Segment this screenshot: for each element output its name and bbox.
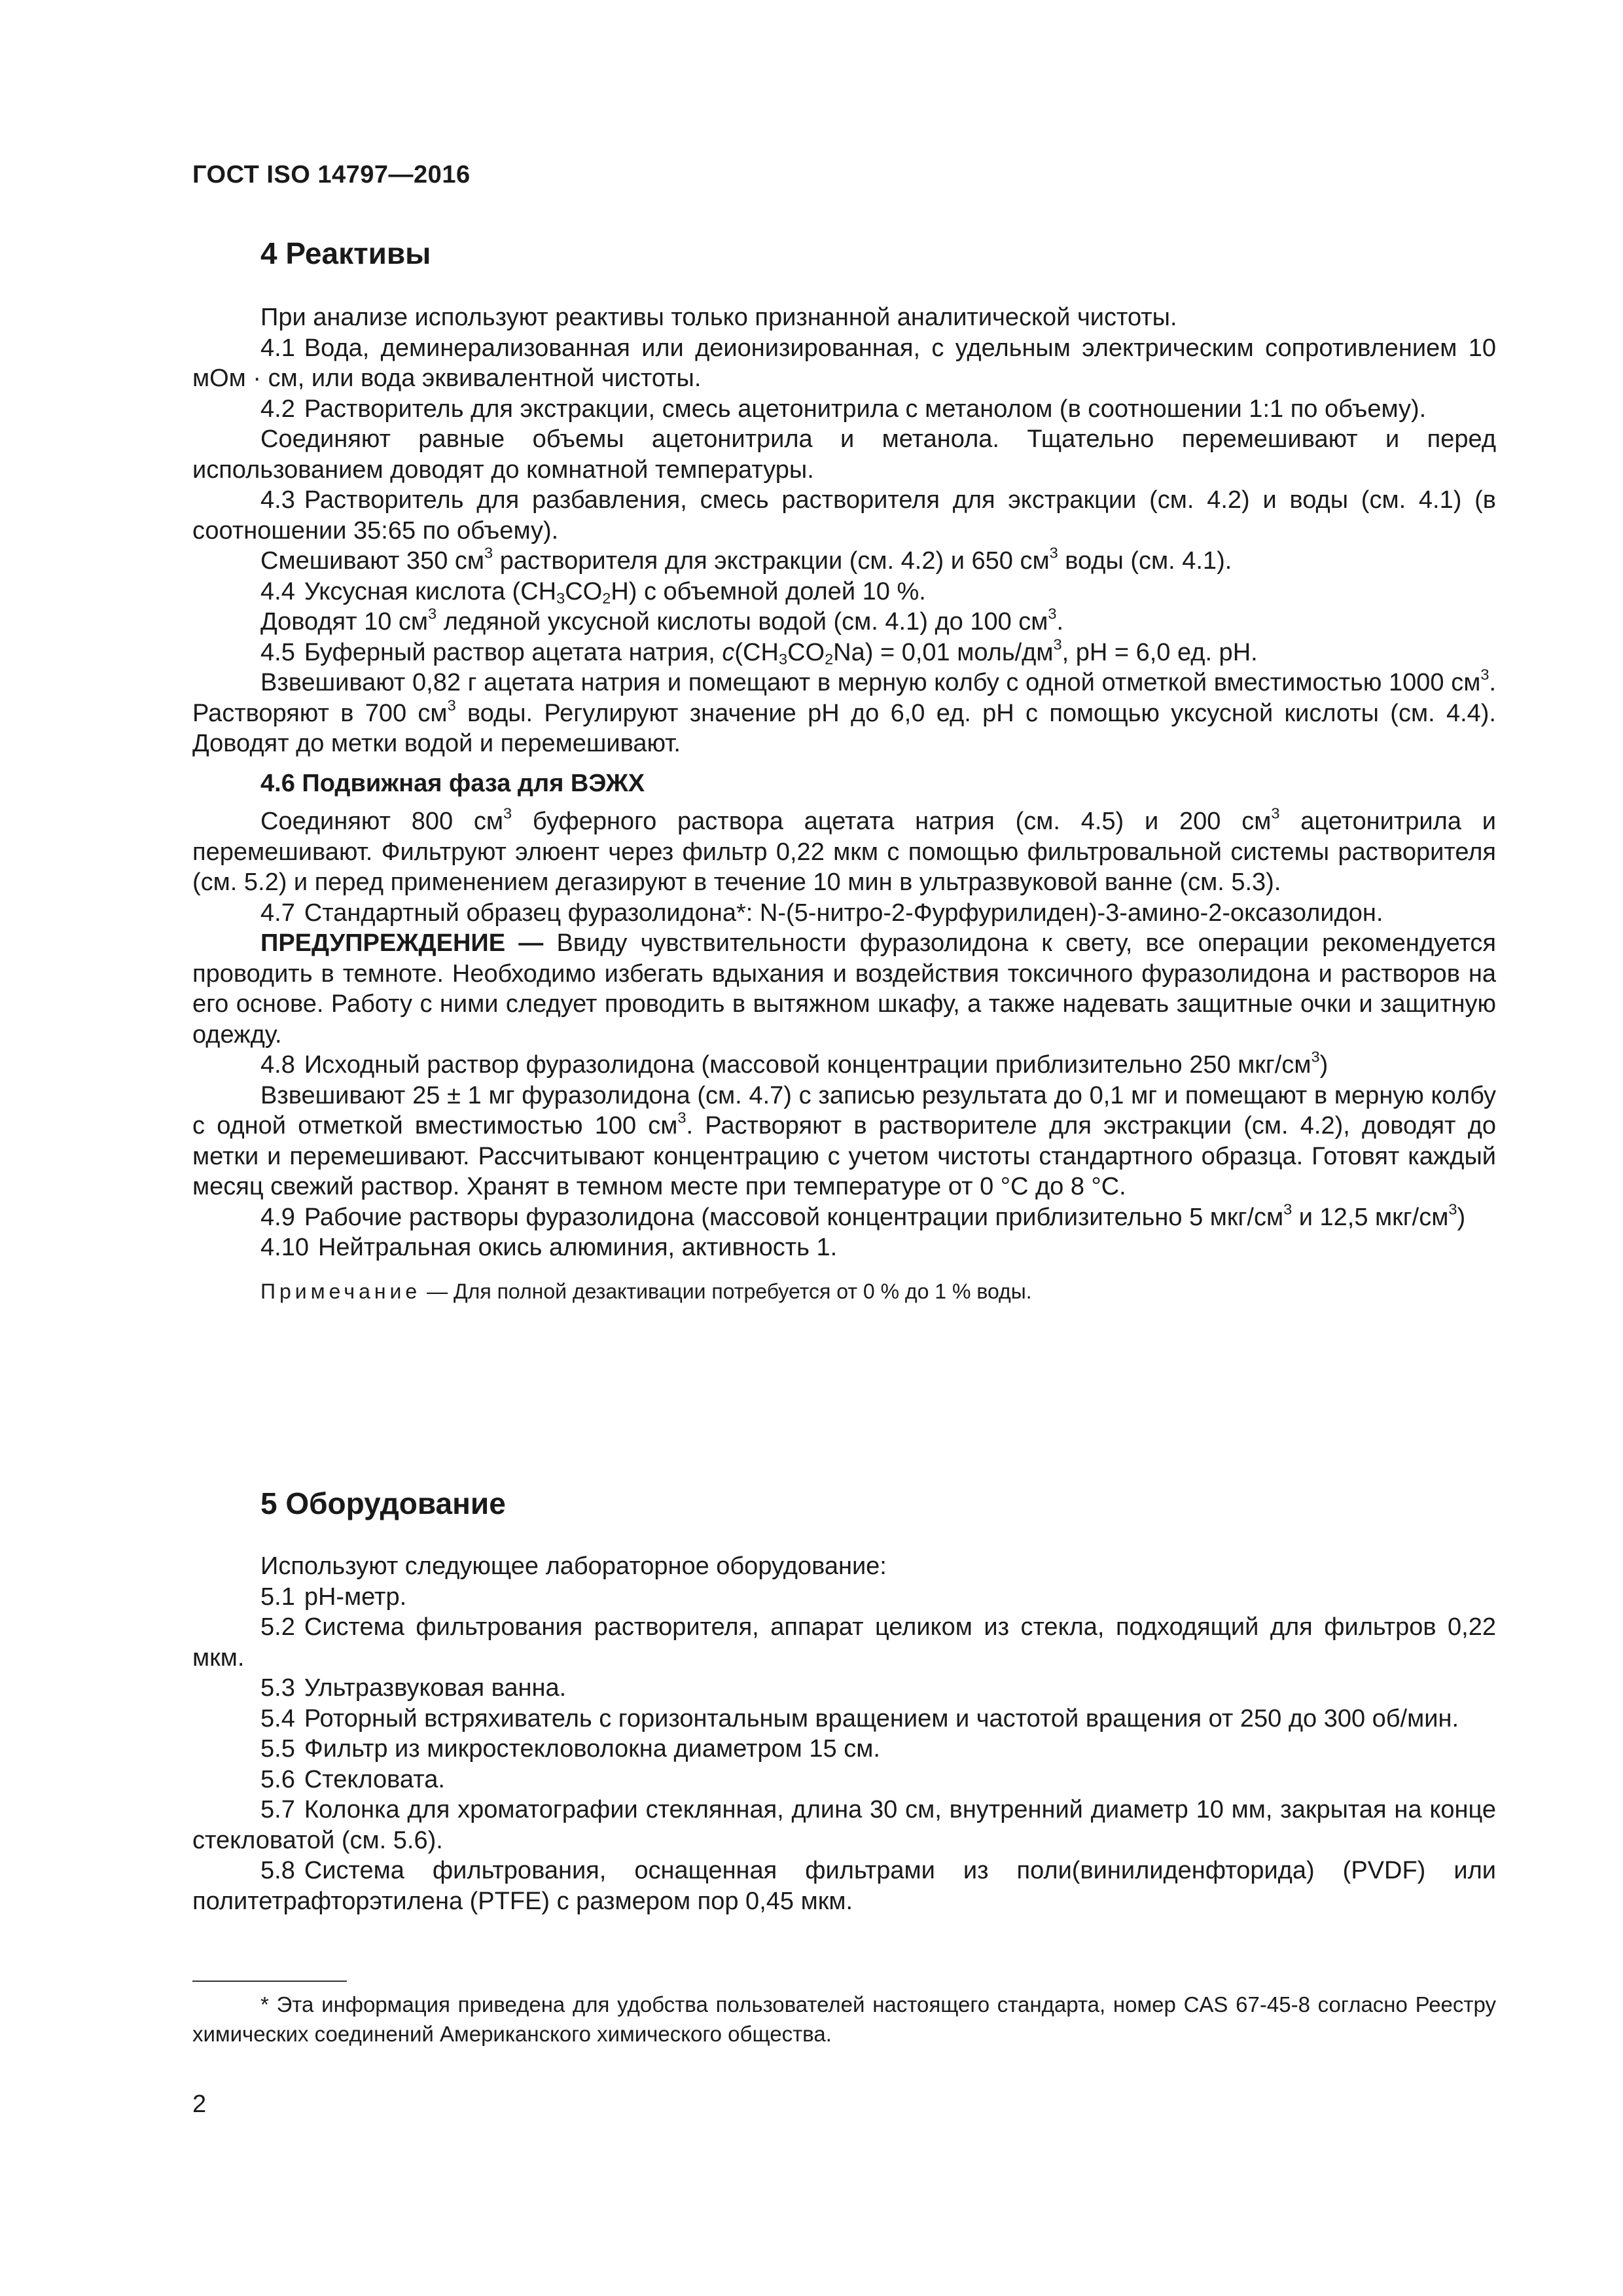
document-header: ГОСТ ISO 14797—2016 (192, 161, 471, 188)
clause-4-8-prep: Взвешивают 25 ± 1 мг фуразолидона (см. 4.7) с записью результата до 0,1 мг и помещают в мерную колбу с одной отметкой вместимостью 100 $см^3$. Растворяют в растворителе для экстракции (см. 4.2), доводят до метки и перемешивают. Рассчитывают концентрацию с учетом чистоты стандартного образца. Готовят каждый месяц свежий раствор. Хранят в темном месте при температуре от 0 °С до 8 °С. (192, 1081, 1497, 1200)
clause-5-5: 5.5 Фильтр из микростекловолокна диаметром 15 см. (260, 1735, 880, 1763)
section-5-body (192, 1551, 1496, 1916)
note-paragraph: Примечание — Для полной дезактивации потребуется от 0 % до 1 % воды. (260, 1279, 1032, 1303)
section-4-title: 4 Реактивы (260, 236, 431, 270)
clause-4-3-prep: Смешивают 350 $см^3$ растворителя для экстракции (см. 4.2) и 650 $см^3$ воды (см. 4.1). (260, 544, 1232, 575)
clause-4-7: 4.7 Стандартный образец фуразолидона*: N-(5-нитро-2-Фурфурилиден)-3-амино-2-оксазолидон. (260, 899, 1383, 927)
section-5-title: 5 Оборудование (260, 1486, 506, 1520)
section-4-body (192, 302, 1496, 1306)
clause-4-6-heading: 4.6 Подвижная фаза для ВЭЖХ (260, 769, 645, 797)
clause-4-9: 4.9 Рабочие растворы фуразолидона (массовой концентрации приблизительно 5 мкг/$см^3$ и 12,5 мкг/$см^3$) (260, 1200, 1466, 1231)
clause-4-2: 4.2 Растворитель для экстракции, смесь ацетонитрила с метанолом (в соотношении 1:1 по объему). (260, 395, 1427, 423)
warning-paragraph: ПРЕДУПРЕЖДЕНИЕ — Ввиду чувствительности фуразолидона к свету, все операции рекомендуется проводить в темноте. Необходимо избегать вдыхания и воздействия токсичного фуразолидона и растворов на его основе. Работу с ними следует проводить в вытяжном шкафу, а также надевать защитные очки и защитную одежду. (192, 929, 1496, 1049)
clause-4-5-prep: Взвешивают 0,82 г ацетата натрия и помещают в мерную колбу с одной отметкой вместимостью 1000 $см^3$. Растворяют в 700 $см^3$ воды. Регулируют значение pH до 6,0 ед. pH с помощью уксусной кислоты (см. 4.4). Доводят до метки водой и перемешивают. (192, 666, 1496, 757)
clause-5-6: 5.6 Стекловата. (260, 1765, 445, 1793)
clause-4-4-prep: Доводят 10 $см^3$ ледяной уксусной кислоты водой (см. 4.1) до 100 $см^3$. (260, 605, 1064, 636)
clause-4-3: 4.3 Растворитель для разбавления, смесь растворителя для экстракции (см. 4.2) и воды (см. 4.1) (в соотношении 35:65 по объему). (192, 486, 1496, 545)
page-number: 2 (192, 2090, 207, 2118)
warning-label: ПРЕДУПРЕЖДЕНИЕ — (260, 929, 544, 957)
clause-5-7: 5.7 Колонка для хроматографии стеклянная, длина 30 см, внутренний диаметр 10 мм, закрытая на конце стекловатой (см. 5.6). (192, 1796, 1496, 1854)
section-5-intro: Используют следующее лабораторное оборудование: (260, 1552, 887, 1580)
clause-4-10: 4.10 Нейтральная окись алюминия, активность 1. (260, 1234, 838, 1261)
footnote: * Эта информация приведена для удобства пользователей настоящего стандарта, номер CAS 67-45-8 согласно Реестру химических соединений Американского химического общества. (192, 1992, 1496, 2046)
clause-4-5: 4.5 Буферный раствор ацетата натрия, $c(CH_3CO_2Na) = 0,01$ моль/$дм^3$, pH = 6,0 ед. pH. (260, 636, 1258, 668)
clause-4-2-prep: Соединяют равные объемы ацетонитрила и метанола. Тщательно перемешивают и перед использованием доводят до комнатной температуры. (192, 425, 1496, 484)
clause-5-8: 5.8 Система фильтрования, оснащенная фильтрами из поли(винилиденфторида) (PVDF) или политетрафторэтилена (PTFE) с размером пор 0,45 мкм. (192, 1857, 1496, 1915)
clause-5-2: 5.2 Система фильтрования растворителя, аппарат целиком из стекла, подходящий для фильтров 0,22 мкм. (192, 1613, 1496, 1672)
clause-4-1: 4.1 Вода, деминерализованная или деионизированная, с удельным электрическим сопротивлением 10 мОм · см, или вода эквивалентной чистоты. (192, 334, 1496, 392)
clause-5-1: 5.1 pH-метр. (260, 1583, 407, 1611)
section-4-intro: При анализе используют реактивы только признанной аналитической чистоты. (260, 304, 1177, 331)
clause-4-6-text: Соединяют 800 $см^3$ буферного раствора ацетата натрия (см. 4.5) и 200 $см^3$ ацетонитрила и перемешивают. Фильтруют элюент через фильтр 0,22 мкм с помощью фильтровальной системы растворителя (см. 5.2) и перед применением дегазируют в течение 10 мин в ультразвуковой ванне (см. 5.3). (192, 804, 1496, 896)
clause-5-3: 5.3 Ультразвуковая ванна. (260, 1674, 567, 1702)
footnote-separator (192, 1981, 347, 1982)
note-label: Примечание (260, 1279, 421, 1303)
clause-5-4: 5.4 Роторный встряхиватель с горизонтальным вращением и частотой вращения от 250 до 300 об/мин. (260, 1704, 1459, 1732)
clause-4-8: 4.8 Исходный раствор фуразолидона (массовой концентрации приблизительно 250 мкг/$см^3$) (260, 1048, 1329, 1079)
clause-4-4: 4.4 Уксусная кислота $(CH_3CO_2H)$ с объемной долей 10 %. (260, 577, 926, 607)
